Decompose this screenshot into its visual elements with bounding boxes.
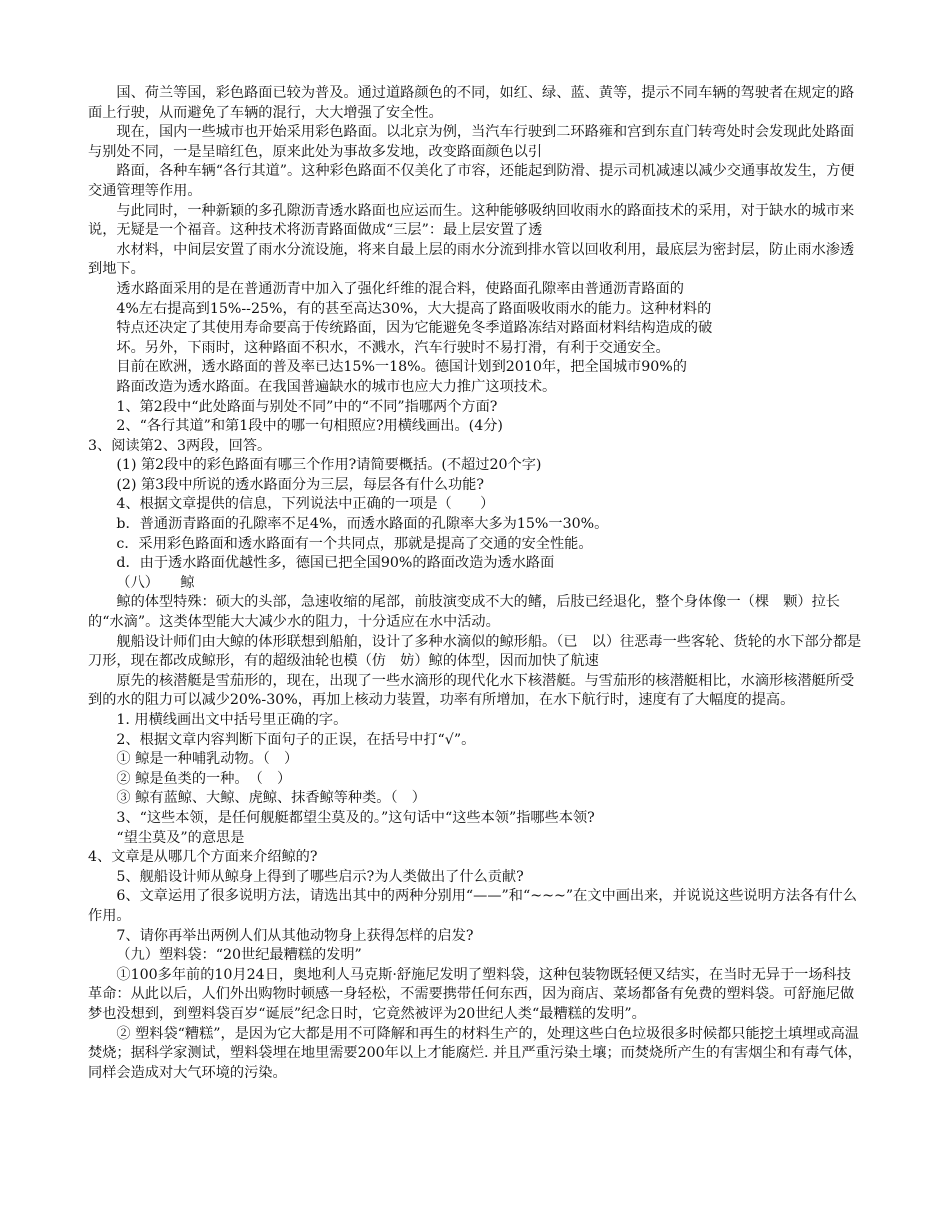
paragraph: 目前在欧洲，透水路面的普及率已达15%一18%。德国计划到2010年，把全国城市90%的 — [116, 359, 687, 376]
paragraph: 现在，国内一些城市也开始采用彩色路面。以北京为例，当汽车行驶到二环路雍和宫到东直门转弯处时会发现此处路面与别处不同，一是呈暗红色，原来此处为事故多发地，改变路面颜色以引 — [88, 124, 855, 160]
paragraph: 水材料，中间层安置了雨水分流设施，将来自最上层的雨水分流到排水管以回收利用，最底层为密封层，防止雨水渗透到地下。 — [88, 241, 855, 278]
paragraph: b．普通沥青路面的孔隙率不足4%，而透水路面的孔隙率大多为15%一30%。 — [116, 516, 609, 533]
paragraph: 特点还决定了其使用寿命要高于传统路面，因为它能避免冬季道路冻结对路面材料结构造成的破 — [116, 320, 713, 337]
paragraph: ③ 鲸有蓝鲸、大鲸、虎鲸、抹香鲸等种类。（ ） — [116, 790, 426, 807]
paragraph: 3、“这些本领，是任何舰艇都望尘莫及的。”这句话中“这些本领”指哪些本领? — [116, 809, 595, 826]
paragraph: 6、文章运用了很多说明方法，请选出其中的两种分别用“——”和“~~~”在文中画出来，并说说这些说明方法各有什么作用。 — [88, 888, 857, 924]
paragraph: 2、“各行其道”和第1段中的哪一句相照应?用横线画出。(4分) — [116, 418, 503, 435]
paragraph: 与此同时，一种新颖的多孔隙沥青透水路面也应运而生。这种能够吸纳回收雨水的路面技术的采用，对于缺水的城市来说，无疑是一个福音。这种技术将沥青路面做成“三层”：最上层安置了透 — [88, 202, 855, 239]
paragraph: 路面，各种车辆“各行其道”。这种彩色路面不仅美化了市容，还能起到防滑、提示司机减速以减少交通事故发生，方便交通管理等作用。 — [88, 163, 855, 199]
paragraph: 1. 用横线画出文中括号里正确的字。 — [116, 712, 348, 728]
paragraph: 舰船设计师们由大鲸的体形联想到船舶，设计了多种水滴似的鲸形船。（已 以）往恶毒一些客轮、货轮的水下部分都是刀形，现在都改成鲸形，有的超级油轮也模（仿 妨）鲸的体型，因而加快了航速 — [88, 633, 862, 670]
paragraph: 1、第2段中“此处路面与别处不同”中的“不同”指哪两个方面? — [116, 398, 498, 415]
paragraph: （九）塑料袋：“20世纪最糟糕的发明” — [116, 947, 362, 964]
paragraph: “望尘莫及”的意思是 — [116, 829, 245, 846]
paragraph: ① 鲸是一种哺乳动物。（ ） — [116, 751, 299, 768]
paragraph: 国、荷兰等国，彩色路面已较为普及。通过道路颜色的不同，如红、绿、蓝、黄等，提示不同车辆的驾驶者在规定的路面上行驶，从而避免了车辆的混行，大大增强了安全性。 — [88, 85, 855, 121]
paragraph: 透水路面采用的是在普通沥青中加入了强化纤维的混合料，使路面孔隙率由普通沥青路面的 — [116, 280, 684, 297]
paragraph: 4%左右提高到15%--25%，有的甚至高达30%，大大提高了路面吸收雨水的能力。这种材料的 — [116, 300, 712, 317]
paragraph: 5、舰船设计师从鲸身上得到了哪些启示?为人类做出了什么贡献? — [116, 868, 524, 885]
paragraph: ①100多年前的10月24日，奥地利人马克斯·舒施尼发明了塑料袋，这种包装物既轻便又结实，在当时无异于一场科技革命：从此以后，人们外出购物时顿感一身轻松，不需要携带任何东西，因为商店、菜场都备有免费的塑料袋。可舒施尼做梦也没想到，到塑料袋百岁“诞辰”纪念日时，它竟然被评为20世纪人类“最糟糕的发明”。 — [88, 966, 855, 1022]
paragraph: c．采用彩色路面和透水路面有一个共同点，那就是提高了交通的安全性能。 — [116, 535, 593, 552]
paragraph: （八） 鲸 — [116, 574, 195, 591]
paragraph: d．由于透水路面优越性多，德国已把全国90%的路面改造为透水路面 — [116, 555, 555, 572]
paragraph: 原先的核潜艇是雪茄形的，现在，出现了一些水滴形的现代化水下核潜艇。与雪茄形的核潜艇相比，水滴形核潜艇所受到的水的阻力可以减少20%-30%，再加上核动力装置，功率有所增加，在水下航行时，速度有了大幅度的提高。 — [88, 672, 855, 709]
paragraph: ② 鲸是鱼类的一种。 （ ） — [116, 770, 292, 787]
paragraph: (2) 第3段中所说的透水路面分为三层，每层各有什么功能? — [116, 476, 484, 493]
paragraph: 7、请你再举出两例人们从其他动物身上获得怎样的启发? — [116, 927, 474, 944]
paragraph: 路面改造为透水路面。在我国普遍缺水的城市也应大力推广这项技术。 — [116, 378, 557, 395]
paragraph: 3、阅读第2、3两段，回答。 — [88, 437, 272, 454]
paragraph: 鲸的体型特殊：硕大的头部，急速收缩的尾部，前肢演变成不大的鳍，后肢已经退化，整个身体像一（棵 颗）拉长的“水滴”。这类体型能大大减少水的阻力，十分适应在水中活动。 — [88, 594, 840, 631]
paragraph: ② 塑料袋“糟糕”，是因为它大都是用不可降解和再生的材料生产的，处理这些白色垃圾很多时候都只能挖土填埋或高温焚烧；据科学家测试，塑料袋埋在地里需要200年以上才能腐烂. 并且严重污染土壤；而焚烧所产生的有害烟尘和有毒气体，同样会造成对大气环境的污染。 — [88, 1025, 862, 1081]
paragraph: 4、根据文章提供的信息，下列说法中正确的一项是（ ） — [116, 496, 495, 513]
paragraph: 2、根据文章内容判断下面句子的正误，在括号中打“√”。 — [116, 731, 476, 748]
paragraph: 坏。另外，下雨时，这种路面不积水，不溅水，汽车行驶时不易打滑，有利于交通安全。 — [116, 339, 670, 356]
paragraph: (1) 第2段中的彩色路面有哪三个作用?请简要概括。(不超过20个字) — [116, 457, 542, 474]
paragraph: 4、文章是从哪几个方面来介绍鲸的? — [88, 849, 318, 866]
